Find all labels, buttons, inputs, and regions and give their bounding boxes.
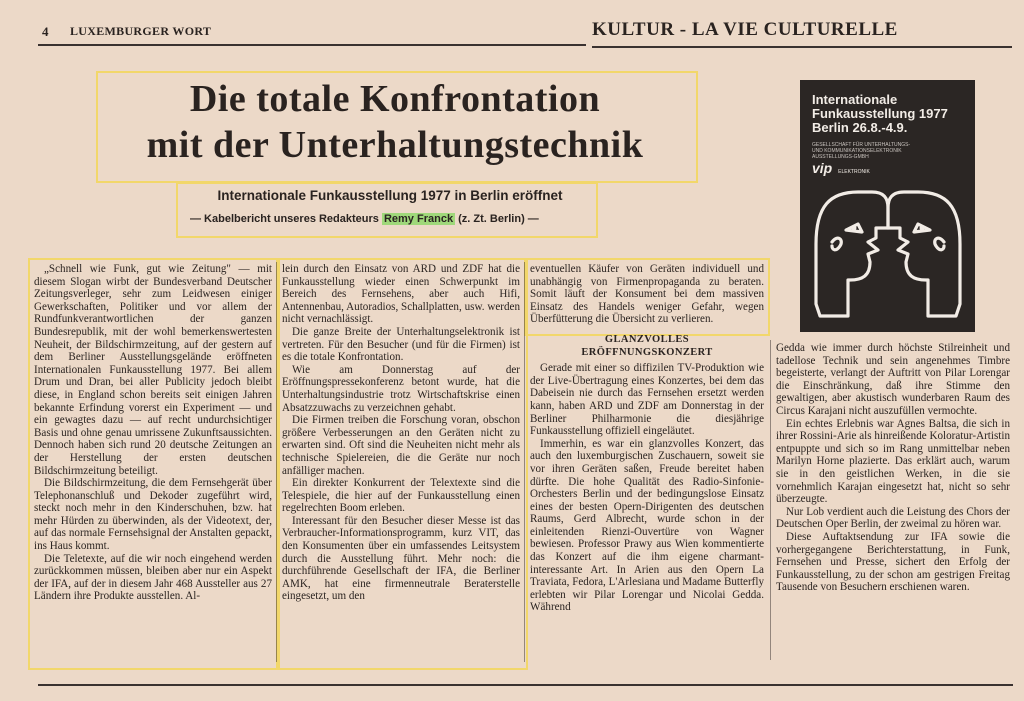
paragraph: Interessant für den Besucher dieser Messe ist das Verbraucher-Informationsprogramm, kurz VIT, das den Konsumenten über ein umfassendes Leitsystem durch die Ausstellung führt. Mehr noch: die durchführende Gesellschaft der IFA, die Berliner AMK, hat eine firmenneutrale Beraterstelle eingesetzt, um den: [282, 514, 520, 603]
headline-line-2: mit der Unterhaltungstechnik: [146, 124, 644, 166]
article-column-1: [34, 263, 272, 603]
article-column-2: [282, 263, 520, 603]
subheadline: Internationale Funkausstellung 1977 in Berlin eröffnet: [217, 188, 563, 203]
paragraph: Ein direkter Konkurrent der Telextexte sind die Telespiele, die hier auf der Funkausstellung einen regelrechten Boom erleben.: [282, 477, 520, 515]
paragraph: eventuellen Käufer von Geräten individuell und unabhängig von Firmenpropaganda zu beraten. Somit läuft der Konsument bei dem massiven Einsatz des Handels weniger Gefahr, wegen Überfütterung die Übersicht zu verlieren.: [530, 263, 764, 326]
paragraph: Die ganze Breite der Unterhaltungselektronik ist vertreten. Für den Besucher (und für die Firmen) ist es die totale Konfrontation.: [282, 325, 520, 364]
paragraph: Diese Auftaktsendung zur IFA sowie die vorhergegangene Berichterstattung, in Funk, Fernsehen und Presse, sichert den Erfolg der Funkausstellung, zu der schon am gestrigen Freitag Tausende von Besuchern erschienen waren.: [776, 530, 1010, 594]
page-number: 4: [42, 24, 49, 39]
paragraph: Die Bildschirmzeitung, die dem Fernsehgerät über Telephonanschluß und Dekoder zugeführt wird, steckt noch mehr in den Kinderschuhen, bzw. hat mehr Hürden zu überwinden, als der Videotext, der, auf das normale Fernsehsignal der Anstalten gepackt, ins Haus kommt.: [34, 477, 272, 553]
exhibition-poster: [800, 80, 975, 332]
article-column-4: [776, 342, 1010, 594]
bottom-rule: [38, 684, 1013, 686]
masthead-rule-right: [592, 46, 1012, 48]
headline-line-1: Die totale Konfrontation: [189, 78, 601, 120]
paragraph: Gerade mit einer so diffizilen TV-Produktion wie der Live-Übertragung eines Konzertes, bei dem das Dabeisein nie durch das Fernsehen ersetzt werden kann, haben ARD und ZDF am Donnerstag in der Berliner Philharmonie die diesjährige Funkausstellung offiziell eingeläutet.: [530, 362, 764, 438]
vip-logo: vip ELEKTRONIK: [812, 160, 870, 176]
paragraph: Ein echtes Erlebnis war Agnes Baltsa, die sich in ihrer Rossini-Arie als hinreißende Koloratur-Artistin entpuppte und sich so im Rang unmittelbar neben Marilyn Horne plazierte. Das erklärt auch, warum sie in den geistlichen Werken, in die sie vornehmlich Karajan eingesetzt hat, nicht so sehr überzeugte.: [776, 417, 1010, 506]
poster-title: Internationale Funkausstellung 1977 Berlin 26.8.-4.9.: [812, 92, 948, 135]
paragraph: Wie am Donnerstag auf der Eröffnungspressekonferenz betont wurde, hat die Unterhaltungsindustrie trotz Wirtschaftskrise einen Absatzzuwachs zu verzeichnen gehabt.: [282, 363, 520, 414]
column-divider: [770, 340, 771, 660]
byline-suffix: (z. Zt. Berlin) —: [458, 213, 539, 225]
paragraph: „Schnell wie Funk, gut wie Zeitung" — mit diesem Slogan wirbt der Bundesverband Deutscher Zeitungsverleger, sehr zum Leidwesen einiger Gewerkschaften, Politiker und vor allem der Rundfunkverantwortlichen der ganzen Bundesrepublik, mit der wohl bemerkenswertesten Neuheit, der Bildschirmzeitung, auf der gestern auf dem Berliner Ausstellungsgelände eröffneten Internationalen Funkausstellung 1977. Bei allem Drum und Dran, bei aller Publicity jedoch bleibt diese, in England schon bereits seit einigen Jahren bekannte Erfindung vorerst ein Experiment — und ein gewagtes dazu — auf recht undurchsichtiger Basis und ohne genau umrissene Zukunftsaussichten. Dennoch haben sich rund 20 deutsche Zeitungen an der Herstellung der ersten deutschen Bildschirmzeitung beteiligt.: [34, 263, 272, 477]
byline: [190, 213, 539, 225]
column-divider: [276, 262, 277, 662]
section-heading: GLANZVOLLES: [604, 333, 690, 345]
paragraph: Die Teletexte, auf die wir noch eingehend werden zurückkommen müssen, bleiben aber nur ein Aspekt der IFA, auf der in diesem Jahr 468 Aussteller aus 27 Ländern ihre Produkte ausstellen. Al-: [34, 552, 272, 603]
two-faces-icon: [810, 184, 966, 324]
section-title: KULTUR - LA VIE CULTURELLE: [592, 19, 898, 40]
newspaper-name: LUXEMBURGER WORT: [70, 24, 212, 38]
column-divider: [524, 262, 525, 662]
article-column-3: [530, 263, 764, 614]
headline: [100, 76, 690, 168]
paragraph: Nur Lob verdient auch die Leistung des Chors der Deutschen Oper Berlin, der zweimal zu hören war.: [776, 505, 1010, 531]
paragraph: Die Firmen treiben die Forschung voran, obschon größere Verbesserungen an den Geräten nicht zu erwarten sind. Oft sind die Neuheiten nicht mehr als technische Spielereien, die die Geräte nur noch anfälliger machen.: [282, 414, 520, 477]
byline-prefix: — Kabelbericht unseres Redakteurs: [190, 213, 379, 225]
paragraph: lein durch den Einsatz von ARD und ZDF hat die Funkausstellung wieder einen Schwerpunkt im Bereich des Fernsehens, aber auch Hifi, Antennenbau, Autoradios, Schallplatten, usw. werden nicht vernachlässigt.: [282, 263, 520, 326]
author-name: Remy Franck: [383, 213, 454, 225]
paragraph: Gedda wie immer durch höchste Stilreinheit und tadellose Technik und sein angenehmes Timbre begeisterte, verlangt der Auftritt von Pilar Lorengar die Einschränkung, daß ihre Stimme den gewaltigen, aber akustisch wunderbaren Raum des Circus Karajani nicht auszufüllen vermochte.: [776, 342, 1010, 417]
masthead-rule: [38, 44, 586, 46]
paragraph: Immerhin, es war ein glanzvolles Konzert, das auch den luxemburgischen Zuschauern, soweit sie vor ihren Geräten saßen, Freude bereitet haben dürfte. Die hohe Qualität des Radio-Sinfonie-Orchesters Berlin und der bedingungslose Einsatz eines der besten Opern-Dirigenten des deutschen Raums, Gerd Albrecht, wurde schon in der einleitenden Rienzi-Ouvertüre von Wagner bewiesen. Professor Prawy aus Wien kommentierte das Konzert auf die ihm eigene charmant-interessante Art. In Arien aus den Opern La Traviata, Fedora, L'Arlesiana und Madame Butterfly erlebten wir Pilar Lorengar und Nicolai Gedda. Während: [530, 437, 764, 614]
poster-small-print: GESELLSCHAFT FÜR UNTERHALTUNGS- UND KOMMUNIKATIONSELEKTRONIK AUSSTELLUNGS-GMBH: [812, 142, 911, 160]
section-heading: ERÖFFNUNGSKONZERT: [581, 346, 713, 358]
